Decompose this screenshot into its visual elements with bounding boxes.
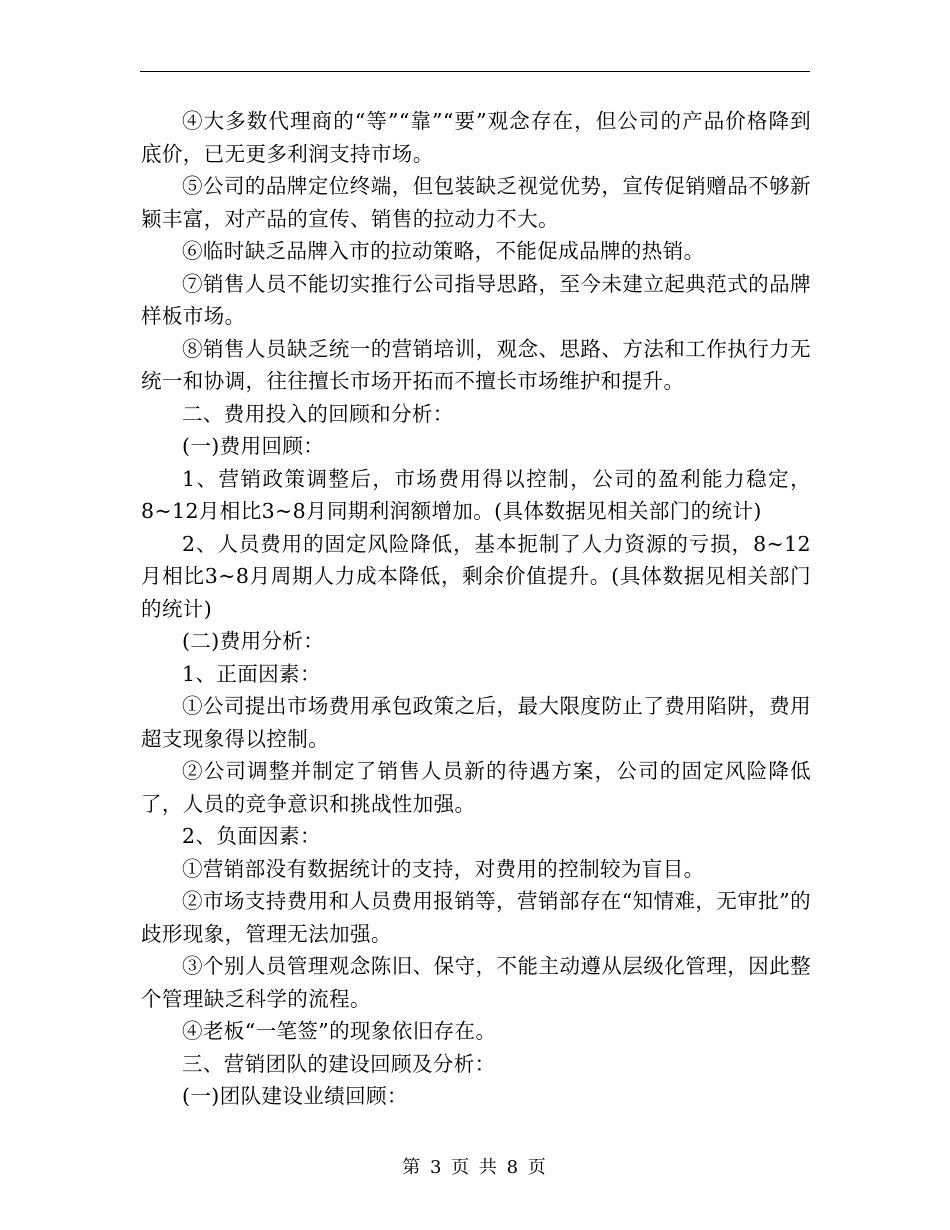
list-heading: 1、正面因素： (182, 661, 321, 686)
section-heading: 三、营销团队的建设回顾及分析： (182, 1051, 496, 1076)
paragraph: ②公司调整并制定了销售人员新的待遇方案，公司的固定风险降低了，人员的竞争意识和挑战性加强。 (141, 759, 811, 816)
document-body (141, 105, 811, 1113)
subsection-heading: (二)费用分析： (182, 629, 325, 653)
paragraph: 1、营销政策调整后，市场费用得以控制，公司的盈利能力稳定，8~12月相比3~8月同期利润额增加。(具体数据见相关部门的统计) (141, 466, 811, 523)
section-heading: 二、费用投入的回顾和分析： (182, 401, 454, 426)
paragraph: ④老板“一笔签”的现象依旧存在。 (182, 1019, 497, 1043)
paragraph: 2、人员费用的固定风险降低，基本扼制了人力资源的亏损，8~12月相比3~8月周期人力成本降低，剩余价值提升。(具体数据见相关部门的统计) (141, 531, 811, 621)
paragraph: ①公司提出市场费用承包政策之后，最大限度防止了费用陷阱，费用超支现象得以控制。 (141, 694, 811, 751)
paragraph: ⑧销售人员缺乏统一的营销培训，观念、思路、方法和工作执行力无统一和协调，往往擅长市场开拓而不擅长市场维护和提升。 (141, 336, 811, 393)
page-number: 第 3 页 共 8 页 (402, 1157, 548, 1178)
paragraph: ④大多数代理商的“等”“靠”“要”观念存在，但公司的产品价格降到底价，已无更多利润支持市场。 (141, 109, 811, 166)
subsection-heading: (一)费用回顾： (182, 434, 325, 458)
subsection-heading: (一)团队建设业绩回顾： (182, 1084, 408, 1108)
paragraph: ③个别人员管理观念陈旧、保守，不能主动遵从层级化管理，因此整个管理缺乏科学的流程。 (141, 954, 811, 1011)
paragraph: ⑥临时缺乏品牌入市的拉动策略，不能促成品牌的热销。 (182, 239, 705, 263)
paragraph: ⑦销售人员不能切实推行公司指导思路，至今未建立起典范式的品牌样板市场。 (141, 271, 811, 328)
header-rule (140, 71, 810, 72)
paragraph: ②市场支持费用和人员费用报销等，营销部存在“知情难，无审批”的歧形现象，管理无法加强。 (141, 889, 811, 946)
paragraph: ⑤公司的品牌定位终端，但包装缺乏视觉优势，宣传促销赠品不够新颖丰富，对产品的宣传、销售的拉动力不大。 (141, 174, 811, 231)
list-heading: 2、负面因素： (182, 824, 321, 848)
paragraph: ①营销部没有数据统计的支持，对费用的控制较为盲目。 (182, 856, 705, 881)
